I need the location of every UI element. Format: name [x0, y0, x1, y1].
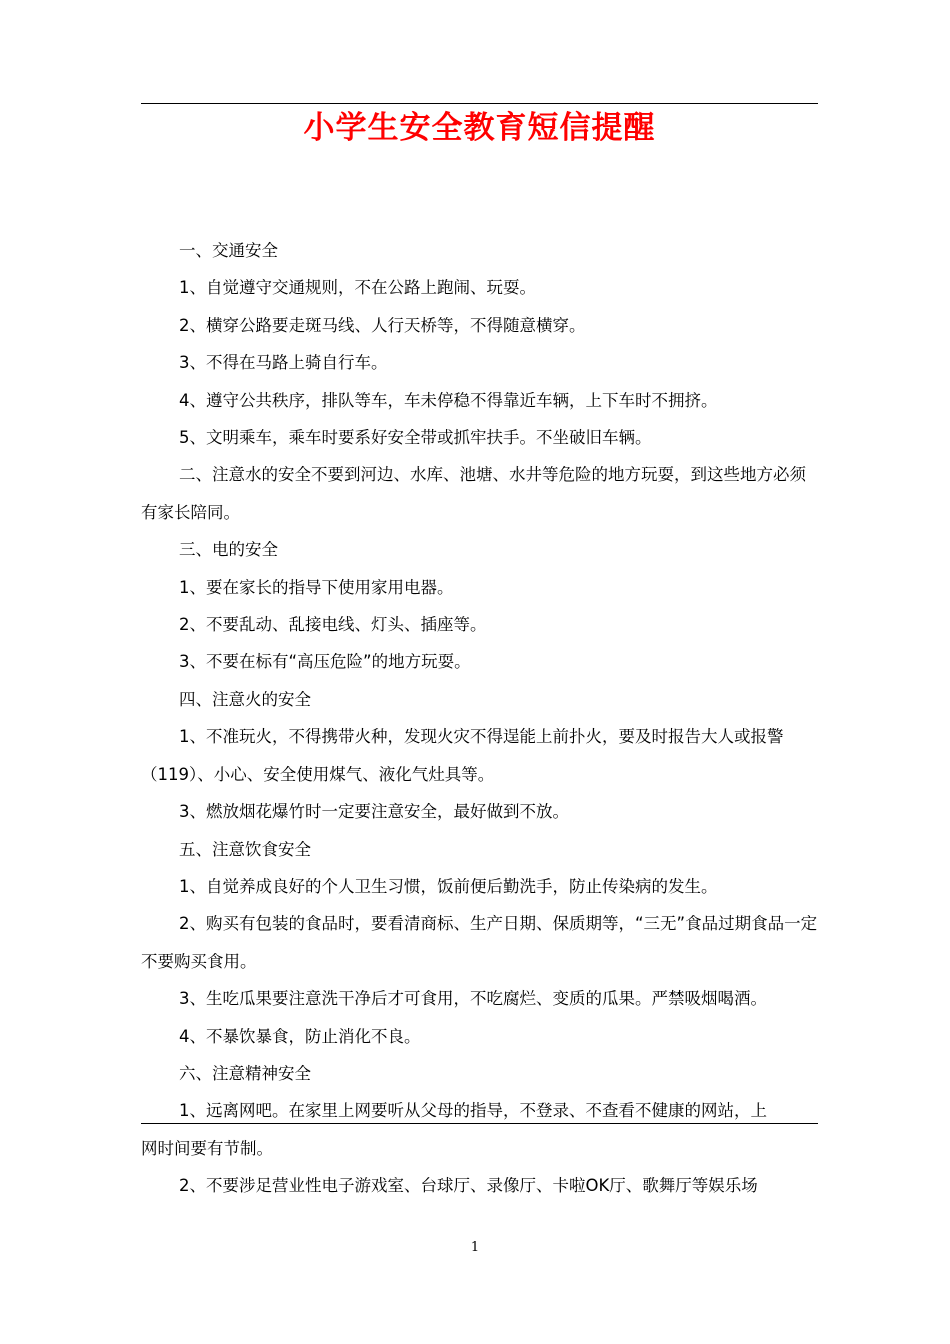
header-rule: [141, 103, 818, 104]
paragraph: 4、遵守公共秩序，排队等车，车未停稳不得靠近车辆，上下车时不拥挤。: [179, 390, 718, 410]
paragraph: 3、不要在标有“高压危险”的地方玩耍。: [179, 652, 471, 672]
footnote-rule: [141, 1123, 818, 1124]
paragraph: 1、自觉养成良好的个人卫生习惯，饭前便后勤洗手，防止传染病的发生。: [179, 876, 718, 896]
paragraph: 三、电的安全: [179, 540, 278, 560]
paragraph: 2、横穿公路要走斑马线、人行天桥等，不得随意横穿。: [179, 315, 586, 335]
paragraph: 2、不要涉足营业性电子游戏室、台球厅、录像厅、卡啦OK厅、歌舞厅等娱乐场: [179, 1176, 758, 1196]
paragraph: 2、购买有包装的食品时，要看清商标、生产日期、保质期等，“三无”食品过期食品一定不要购买食用。: [141, 914, 818, 971]
paragraph: 3、生吃瓜果要注意洗干净后才可食用，不吃腐烂、变质的瓜果。严禁吸烟喝酒。: [179, 989, 767, 1009]
page-number: 1: [470, 1240, 480, 1255]
paragraph: 1、要在家长的指导下使用家用电器。: [179, 577, 454, 597]
paragraph: 4、不暴饮暴食，防止消化不良。: [179, 1026, 421, 1046]
paragraph: 5、文明乘车，乘车时要系好安全带或抓牢扶手。不坐破旧车辆。: [179, 428, 652, 448]
paragraph: 3、不得在马路上骑自行车。: [179, 353, 388, 373]
paragraph: 一、交通安全: [179, 241, 278, 260]
paragraph: 2、不要乱动、乱接电线、灯头、插座等。: [179, 615, 487, 635]
paragraph: 五、注意饮食安全: [179, 839, 311, 859]
document-body: [141, 232, 821, 1205]
paragraph: 1、远离网吧。在家里上网要听从父母的指导，不登录、不查看不健康的网站，上网时间要有节制。: [141, 1101, 767, 1158]
paragraph: 1、自觉遵守交通规则，不在公路上跑闹、玩耍。: [179, 278, 536, 298]
document-title: 小学生安全教育短信提醒: [303, 110, 656, 146]
paragraph: 二、注意水的安全不要到河边、水库、池塘、水井等危险的地方玩耍，到这些地方必须有家长陪同。: [141, 465, 806, 522]
paragraph: 六、注意精神安全: [179, 1063, 311, 1083]
paragraph: 3、燃放烟花爆竹时一定要注意安全，最好做到不放。: [179, 802, 569, 822]
paragraph: 1、不准玩火，不得携带火种，发现火灾不得逞能上前扑火，要及时报告大人或报警（119）、小心、安全使用煤气、液化气灶具等。: [141, 727, 784, 784]
paragraph: 四、注意火的安全: [179, 689, 311, 709]
